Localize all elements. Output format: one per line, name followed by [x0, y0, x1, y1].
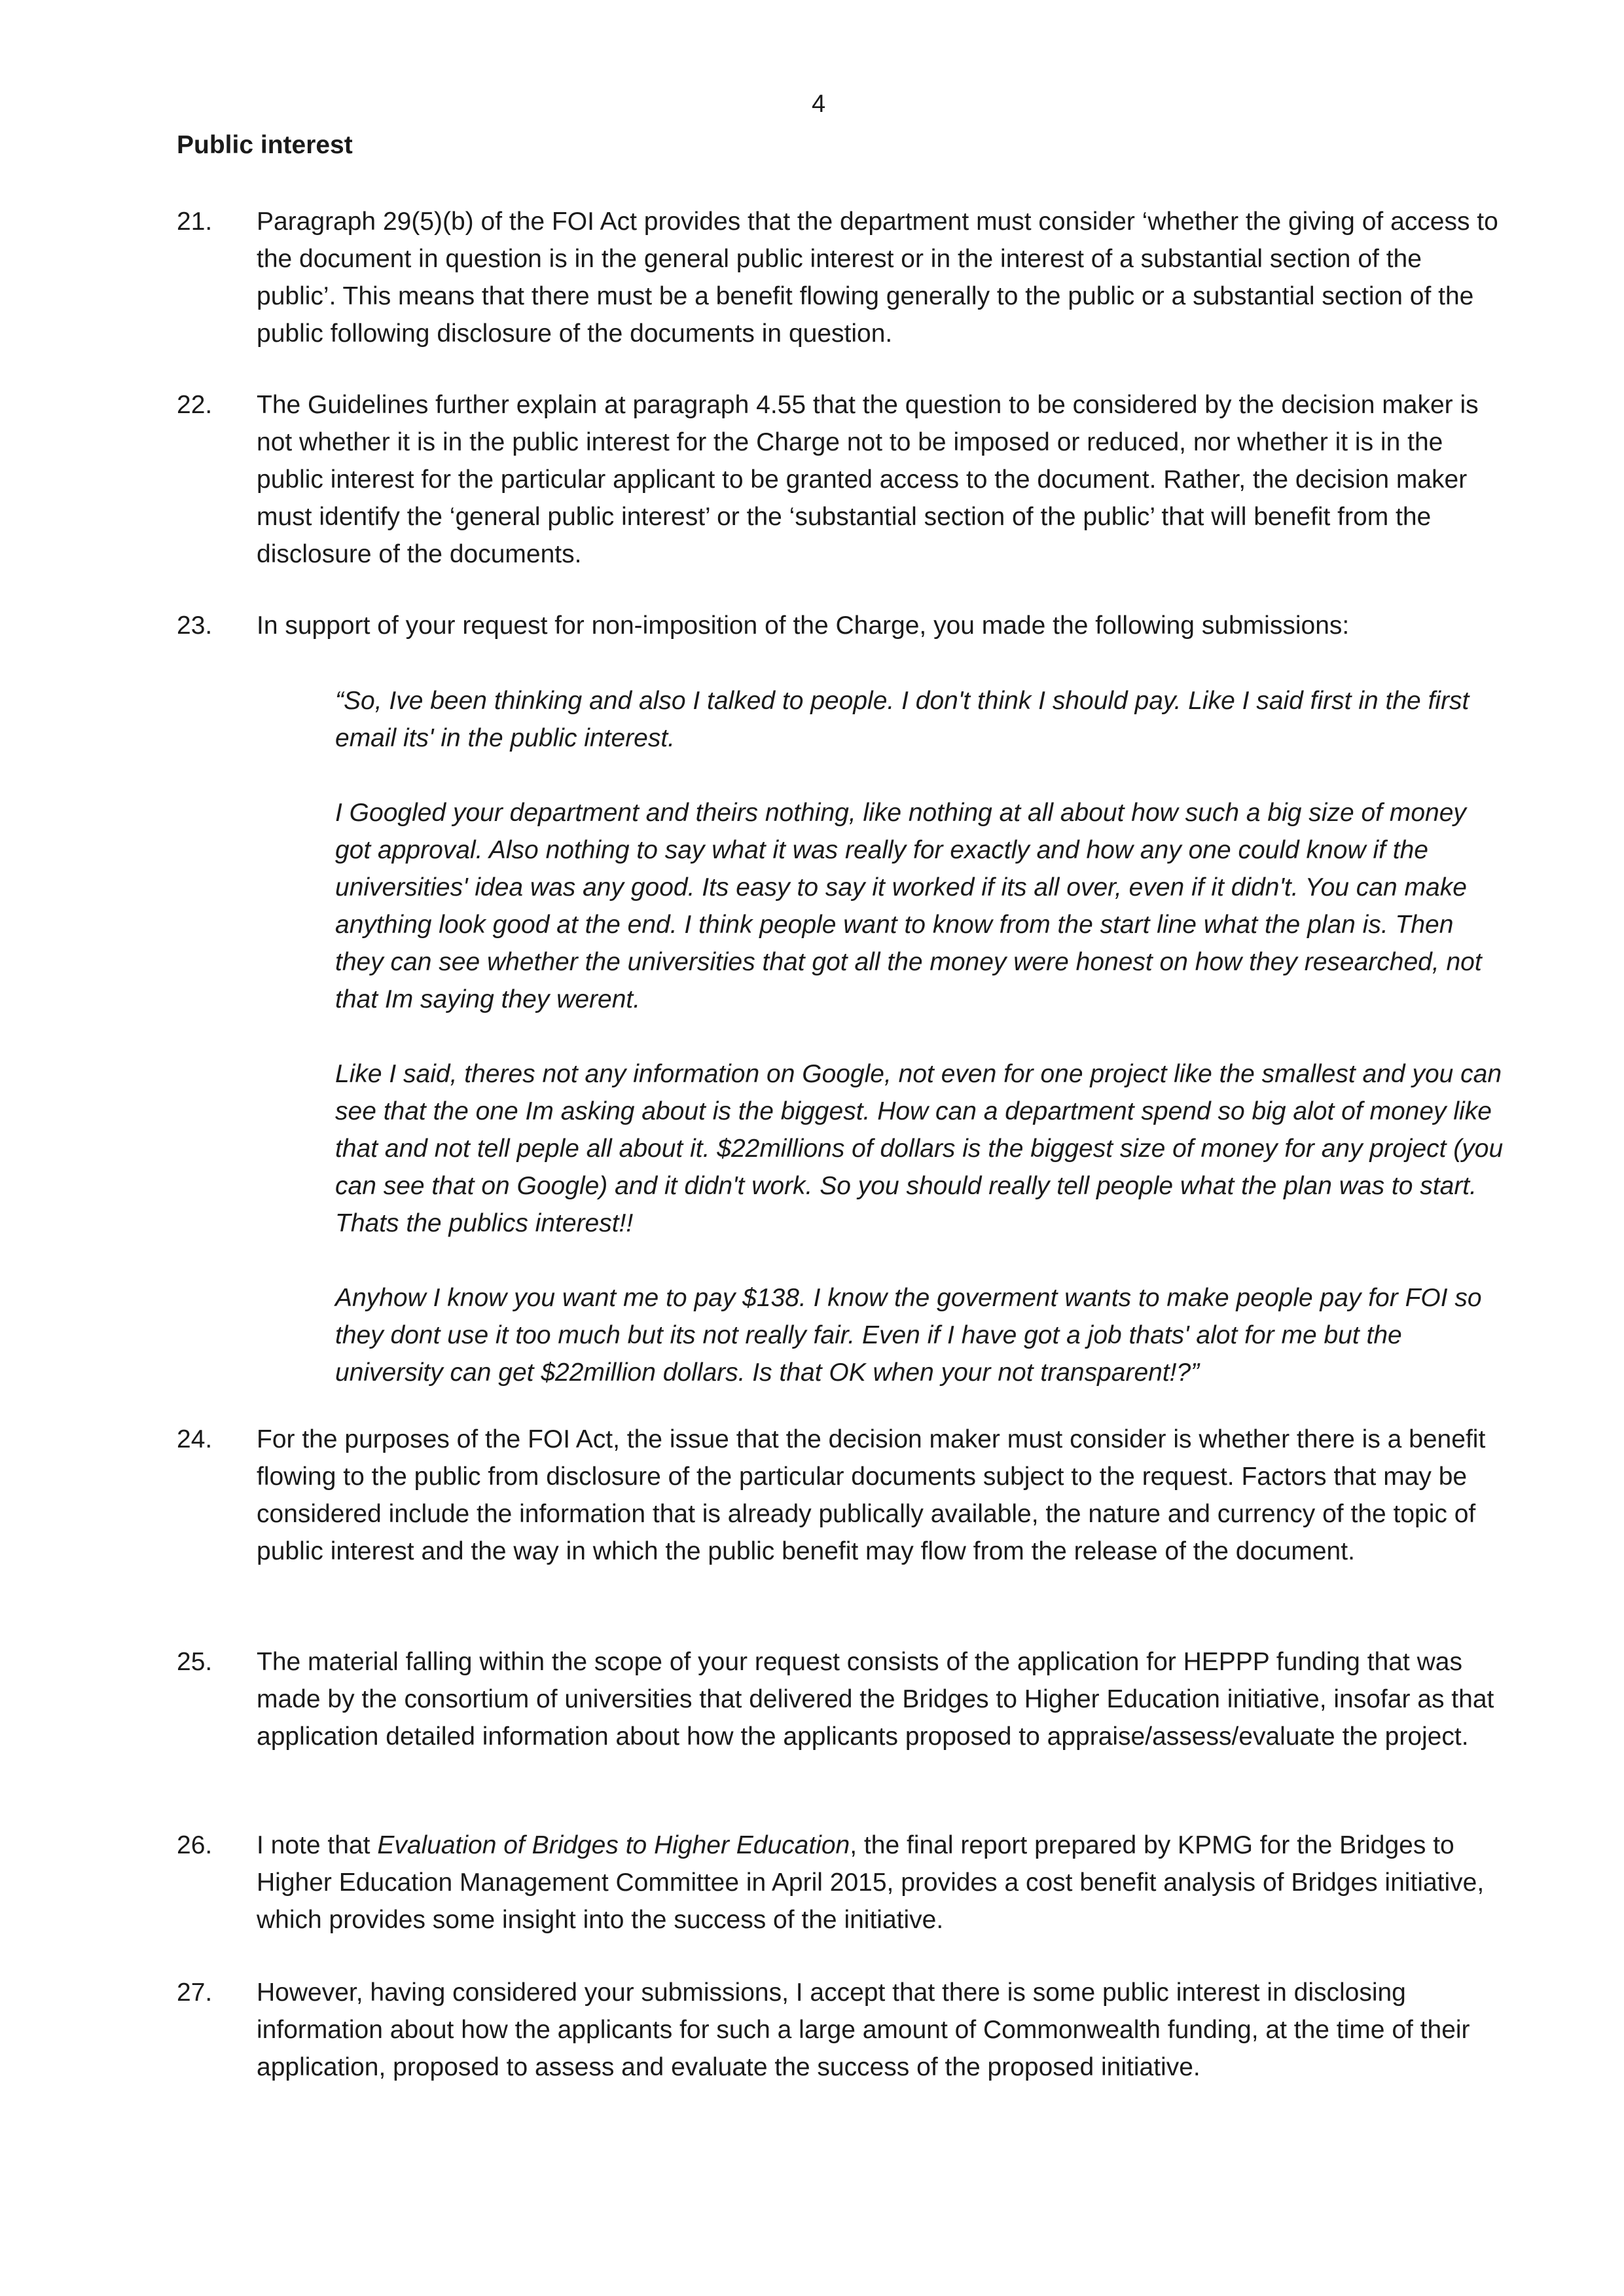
quote-paragraph: “So, Ive been thinking and also I talked to people. I don't think I should pay. Like I said first in the first email its' in the public interest.: [335, 687, 1470, 752]
submission-quote: [335, 682, 1507, 1391]
paragraph-text: For the purposes of the FOI Act, the issue that the decision maker must consider is whether there is a benefit flowing to the public from disclosure of the particular documents subject to the request. Factors that may be considered include the information that is already publically available, the nature and currency of the topic of public interest and the way in which the public benefit may flow from the release of the document.: [257, 1425, 1486, 1565]
paragraph-number: 23.: [177, 611, 213, 640]
paragraph-text: However, having considered your submissions, I accept that there is some public interest in disclosing information about how the applicants for such a large amount of Commonwealth funding, at the time of their application, proposed to assess and evaluate the success of the proposed initiative.: [257, 1978, 1470, 2081]
paragraph-24: [177, 1421, 1499, 1570]
paragraph-23: [177, 607, 1499, 644]
text-after: , the final report prepared by KPMG for the Bridges to Higher Education Management Committee in April 2015, provides a cost benefit analysis of Bridges initiative, which provides some insight into the success of the initiative.: [257, 1831, 1485, 1934]
quote-paragraph: Like I said, theres not any information on Google, not even for one project like the smallest and you can see that the one Im asking about is the biggest. How can a department spend so big alot of money like that and not tell peple all about it. $22millions of dollars is the biggest size of money for any project (you can see that on Google) and it didn't work. So you should really tell people what the plan was to start. Thats the publics interest!!: [335, 1060, 1504, 1237]
paragraph-text: Paragraph 29(5)(b) of the FOI Act provides that the department must consider ‘whether the giving of access to the document in question is in the general public interest or in the interest of a substantial section of the public’. This means that there must be a benefit flowing generally to the public or a substantial section of the public following disclosure of the documents in question.: [257, 208, 1498, 348]
paragraph-text: [257, 1827, 1499, 1939]
paragraph-26: [177, 1827, 1499, 1939]
paragraph-number: 25.: [177, 1648, 213, 1676]
quote-paragraph: I Googled your department and theirs nothing, like nothing at all about how such a big size of money got approval. Also nothing to say what it was really for exactly and how any one could know if the universities' idea was any good. Its easy to say it worked if its all over, even if it didn't. You can make anything look good at the end. I think people want to know from the start line what the plan is. Then they can see whether the universities that got all the money were honest on how they researched, not that Im saying they werent.: [335, 799, 1482, 1013]
paragraph-text: The material falling within the scope of your request consists of the application for HEPPP funding that was made by the consortium of universities that delivered the Bridges to Higher Education initiative, insofar as that application detailed information about how the applicants proposed to appraise/assess/evaluate the project.: [257, 1648, 1494, 1751]
paragraph-number: 22.: [177, 391, 213, 419]
paragraph-21: [177, 203, 1499, 352]
section-heading: Public interest: [177, 131, 353, 159]
paragraph-25: [177, 1643, 1499, 1755]
report-title: Evaluation of Bridges to Higher Education: [377, 1831, 850, 1859]
paragraph-number: 27.: [177, 1978, 213, 2007]
page-number: 4: [812, 90, 826, 118]
paragraph-27: [177, 1974, 1499, 2086]
paragraph-number: 26.: [177, 1831, 213, 1859]
paragraph-text: In support of your request for non-imposition of the Charge, you made the following submissions:: [257, 611, 1350, 640]
paragraph-22: [177, 386, 1499, 573]
text-before: I note that: [257, 1831, 378, 1859]
paragraph-number: 21.: [177, 208, 213, 236]
quote-paragraph: Anyhow I know you want me to pay $138. I know the goverment wants to make people pay for FOI so they dont use it too much but its not really fair. Even if I have got a job thats' alot for me but the university can get $22million dollars. Is that OK when your not transparent!?”: [335, 1284, 1482, 1387]
paragraph-number: 24.: [177, 1425, 213, 1453]
paragraph-text: The Guidelines further explain at paragraph 4.55 that the question to be considered by the decision maker is not whether it is in the public interest for the Charge not to be imposed or reduced, nor whether it is in the public interest for the particular applicant to be granted access to the document. Rather, the decision maker must identify the ‘general public interest’ or the ‘substantial section of the public’ that will benefit from the disclosure of the documents.: [257, 391, 1479, 568]
